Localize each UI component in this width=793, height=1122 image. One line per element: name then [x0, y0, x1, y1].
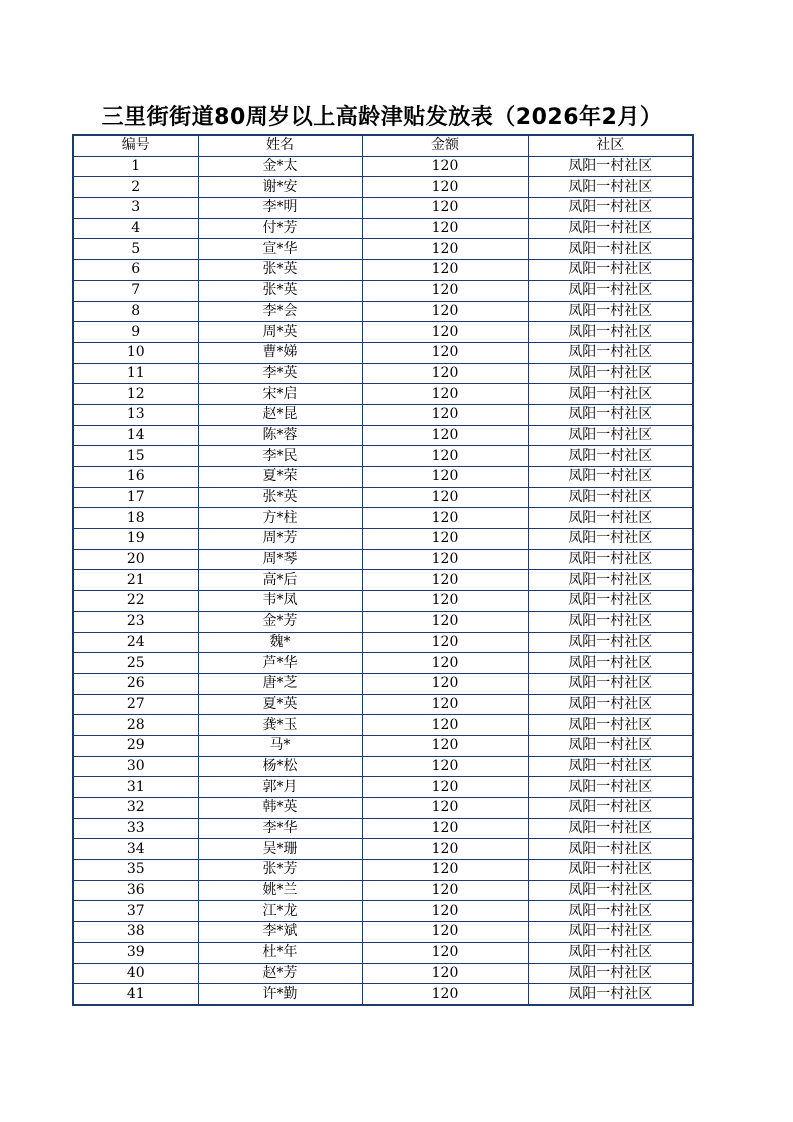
table-row: [73, 425, 693, 446]
cell-number: 41: [73, 984, 198, 1005]
table-row: [73, 984, 693, 1005]
table-row: [73, 880, 693, 901]
cell-community: 凤阳一村社区: [528, 549, 693, 570]
cell-name: 李*民: [198, 446, 362, 467]
cell-community: 凤阳一村社区: [528, 363, 693, 384]
cell-community: 凤阳一村社区: [528, 239, 693, 260]
cell-community: 凤阳一村社区: [528, 280, 693, 301]
cell-name: 吴*珊: [198, 839, 362, 860]
cell-amount: 120: [362, 322, 528, 343]
cell-name: 李*斌: [198, 922, 362, 943]
cell-amount: 120: [362, 673, 528, 694]
table-row: [73, 715, 693, 736]
cell-number: 10: [73, 342, 198, 363]
table-row: [73, 404, 693, 425]
cell-community: 凤阳一村社区: [528, 301, 693, 322]
cell-name: 李*华: [198, 818, 362, 839]
cell-amount: 120: [362, 570, 528, 591]
cell-number: 35: [73, 860, 198, 881]
cell-amount: 120: [362, 177, 528, 198]
table-row: [73, 177, 693, 198]
cell-amount: 120: [362, 942, 528, 963]
cell-number: 29: [73, 735, 198, 756]
cell-number: 20: [73, 549, 198, 570]
cell-name: 赵*昆: [198, 404, 362, 425]
cell-number: 32: [73, 798, 198, 819]
cell-community: 凤阳一村社区: [528, 839, 693, 860]
cell-number: 30: [73, 756, 198, 777]
cell-number: 18: [73, 508, 198, 529]
cell-number: 9: [73, 322, 198, 343]
cell-community: 凤阳一村社区: [528, 798, 693, 819]
cell-name: 赵*芳: [198, 963, 362, 984]
cell-name: 韦*凤: [198, 591, 362, 612]
cell-amount: 120: [362, 591, 528, 612]
cell-name: 李*英: [198, 363, 362, 384]
table-row: [73, 467, 693, 488]
cell-name: 韩*英: [198, 798, 362, 819]
cell-number: 17: [73, 487, 198, 508]
table-row: [73, 735, 693, 756]
cell-number: 19: [73, 529, 198, 550]
cell-community: 凤阳一村社区: [528, 673, 693, 694]
table-row: [73, 198, 693, 219]
page-title: 三里街街道80周岁以上高龄津贴发放表（2026年2月）: [101, 105, 663, 130]
cell-name: 马*: [198, 735, 362, 756]
table-row: [73, 963, 693, 984]
header-amount: 金额: [362, 135, 528, 156]
cell-amount: 120: [362, 653, 528, 674]
table-row: [73, 922, 693, 943]
cell-number: 12: [73, 384, 198, 405]
cell-community: 凤阳一村社区: [528, 653, 693, 674]
table-row: [73, 260, 693, 281]
table-row: [73, 818, 693, 839]
cell-community: 凤阳一村社区: [528, 611, 693, 632]
table-row: [73, 570, 693, 591]
cell-number: 4: [73, 218, 198, 239]
cell-name: 芦*华: [198, 653, 362, 674]
table-row: [73, 487, 693, 508]
table-row: [73, 611, 693, 632]
cell-community: 凤阳一村社区: [528, 529, 693, 550]
cell-name: 金*芳: [198, 611, 362, 632]
table-row: [73, 860, 693, 881]
cell-community: 凤阳一村社区: [528, 487, 693, 508]
table-body: [73, 156, 693, 1005]
table-row: [73, 673, 693, 694]
cell-name: 方*柱: [198, 508, 362, 529]
cell-community: 凤阳一村社区: [528, 735, 693, 756]
cell-name: 魏*: [198, 632, 362, 653]
cell-name: 高*后: [198, 570, 362, 591]
cell-amount: 120: [362, 384, 528, 405]
table-row: [73, 301, 693, 322]
table-row: [73, 942, 693, 963]
cell-community: 凤阳一村社区: [528, 880, 693, 901]
table-row: [73, 777, 693, 798]
cell-name: 夏*英: [198, 694, 362, 715]
table-row: [73, 508, 693, 529]
cell-amount: 120: [362, 756, 528, 777]
allowance-table: [72, 134, 694, 1006]
cell-number: 14: [73, 425, 198, 446]
cell-name: 宋*启: [198, 384, 362, 405]
table-row: [73, 446, 693, 467]
cell-amount: 120: [362, 818, 528, 839]
cell-name: 龚*玉: [198, 715, 362, 736]
cell-community: 凤阳一村社区: [528, 404, 693, 425]
cell-number: 40: [73, 963, 198, 984]
cell-number: 2: [73, 177, 198, 198]
cell-name: 周*琴: [198, 549, 362, 570]
cell-number: 27: [73, 694, 198, 715]
cell-community: 凤阳一村社区: [528, 860, 693, 881]
table-row: [73, 591, 693, 612]
cell-name: 张*英: [198, 280, 362, 301]
cell-name: 李*明: [198, 198, 362, 219]
cell-number: 23: [73, 611, 198, 632]
cell-amount: 120: [362, 280, 528, 301]
table-row: [73, 529, 693, 550]
cell-name: 金*太: [198, 156, 362, 177]
cell-amount: 120: [362, 549, 528, 570]
cell-community: 凤阳一村社区: [528, 715, 693, 736]
cell-community: 凤阳一村社区: [528, 218, 693, 239]
table-header-row: [73, 135, 693, 156]
cell-community: 凤阳一村社区: [528, 901, 693, 922]
cell-community: 凤阳一村社区: [528, 818, 693, 839]
cell-number: 7: [73, 280, 198, 301]
cell-number: 3: [73, 198, 198, 219]
cell-community: 凤阳一村社区: [528, 942, 693, 963]
cell-number: 22: [73, 591, 198, 612]
table-row: [73, 280, 693, 301]
cell-amount: 120: [362, 984, 528, 1005]
cell-amount: 120: [362, 963, 528, 984]
cell-amount: 120: [362, 777, 528, 798]
cell-number: 24: [73, 632, 198, 653]
cell-name: 陈*蓉: [198, 425, 362, 446]
cell-community: 凤阳一村社区: [528, 632, 693, 653]
table-row: [73, 384, 693, 405]
cell-amount: 120: [362, 446, 528, 467]
table-row: [73, 322, 693, 343]
cell-amount: 120: [362, 611, 528, 632]
cell-number: 16: [73, 467, 198, 488]
cell-number: 37: [73, 901, 198, 922]
cell-amount: 120: [362, 425, 528, 446]
cell-amount: 120: [362, 487, 528, 508]
cell-amount: 120: [362, 735, 528, 756]
cell-amount: 120: [362, 342, 528, 363]
table-row: [73, 156, 693, 177]
cell-number: 28: [73, 715, 198, 736]
cell-amount: 120: [362, 880, 528, 901]
header-name: 姓名: [198, 135, 362, 156]
table-row: [73, 653, 693, 674]
table-row: [73, 901, 693, 922]
cell-community: 凤阳一村社区: [528, 425, 693, 446]
cell-name: 杜*年: [198, 942, 362, 963]
table-row: [73, 363, 693, 384]
header-number: 编号: [73, 135, 198, 156]
cell-community: 凤阳一村社区: [528, 756, 693, 777]
cell-name: 张*芳: [198, 860, 362, 881]
cell-number: 25: [73, 653, 198, 674]
cell-amount: 120: [362, 301, 528, 322]
cell-number: 39: [73, 942, 198, 963]
cell-name: 张*英: [198, 487, 362, 508]
cell-name: 付*芳: [198, 218, 362, 239]
cell-amount: 120: [362, 715, 528, 736]
cell-name: 张*英: [198, 260, 362, 281]
cell-amount: 120: [362, 632, 528, 653]
cell-name: 郭*月: [198, 777, 362, 798]
cell-amount: 120: [362, 404, 528, 425]
cell-amount: 120: [362, 260, 528, 281]
cell-amount: 120: [362, 239, 528, 260]
cell-number: 33: [73, 818, 198, 839]
table-row: [73, 549, 693, 570]
cell-name: 许*勤: [198, 984, 362, 1005]
cell-community: 凤阳一村社区: [528, 156, 693, 177]
cell-number: 26: [73, 673, 198, 694]
cell-number: 8: [73, 301, 198, 322]
cell-number: 38: [73, 922, 198, 943]
table-row: [73, 218, 693, 239]
cell-name: 谢*安: [198, 177, 362, 198]
cell-community: 凤阳一村社区: [528, 591, 693, 612]
cell-number: 34: [73, 839, 198, 860]
table-row: [73, 632, 693, 653]
cell-amount: 120: [362, 901, 528, 922]
cell-amount: 120: [362, 529, 528, 550]
cell-amount: 120: [362, 860, 528, 881]
table-row: [73, 694, 693, 715]
cell-community: 凤阳一村社区: [528, 342, 693, 363]
cell-number: 21: [73, 570, 198, 591]
table-row: [73, 798, 693, 819]
table-row: [73, 342, 693, 363]
cell-community: 凤阳一村社区: [528, 467, 693, 488]
cell-name: 宣*华: [198, 239, 362, 260]
cell-name: 曹*娣: [198, 342, 362, 363]
cell-amount: 120: [362, 694, 528, 715]
cell-name: 江*龙: [198, 901, 362, 922]
cell-community: 凤阳一村社区: [528, 177, 693, 198]
cell-name: 唐*芝: [198, 673, 362, 694]
cell-community: 凤阳一村社区: [528, 198, 693, 219]
cell-community: 凤阳一村社区: [528, 322, 693, 343]
cell-amount: 120: [362, 156, 528, 177]
cell-community: 凤阳一村社区: [528, 984, 693, 1005]
cell-amount: 120: [362, 198, 528, 219]
cell-amount: 120: [362, 467, 528, 488]
table-row: [73, 839, 693, 860]
cell-community: 凤阳一村社区: [528, 260, 693, 281]
cell-name: 周*芳: [198, 529, 362, 550]
cell-amount: 120: [362, 218, 528, 239]
cell-amount: 120: [362, 363, 528, 384]
cell-name: 杨*松: [198, 756, 362, 777]
cell-amount: 120: [362, 839, 528, 860]
cell-number: 31: [73, 777, 198, 798]
cell-amount: 120: [362, 508, 528, 529]
cell-number: 11: [73, 363, 198, 384]
cell-community: 凤阳一村社区: [528, 446, 693, 467]
cell-number: 5: [73, 239, 198, 260]
table-row: [73, 756, 693, 777]
cell-number: 15: [73, 446, 198, 467]
cell-community: 凤阳一村社区: [528, 384, 693, 405]
cell-community: 凤阳一村社区: [528, 963, 693, 984]
cell-community: 凤阳一村社区: [528, 777, 693, 798]
cell-number: 36: [73, 880, 198, 901]
cell-amount: 120: [362, 922, 528, 943]
header-community: 社区: [528, 135, 693, 156]
cell-community: 凤阳一村社区: [528, 922, 693, 943]
cell-number: 13: [73, 404, 198, 425]
cell-community: 凤阳一村社区: [528, 508, 693, 529]
cell-number: 6: [73, 260, 198, 281]
cell-name: 夏*荣: [198, 467, 362, 488]
cell-name: 姚*兰: [198, 880, 362, 901]
cell-name: 李*会: [198, 301, 362, 322]
cell-amount: 120: [362, 798, 528, 819]
cell-community: 凤阳一村社区: [528, 694, 693, 715]
cell-number: 1: [73, 156, 198, 177]
table-row: [73, 239, 693, 260]
cell-community: 凤阳一村社区: [528, 570, 693, 591]
cell-name: 周*英: [198, 322, 362, 343]
